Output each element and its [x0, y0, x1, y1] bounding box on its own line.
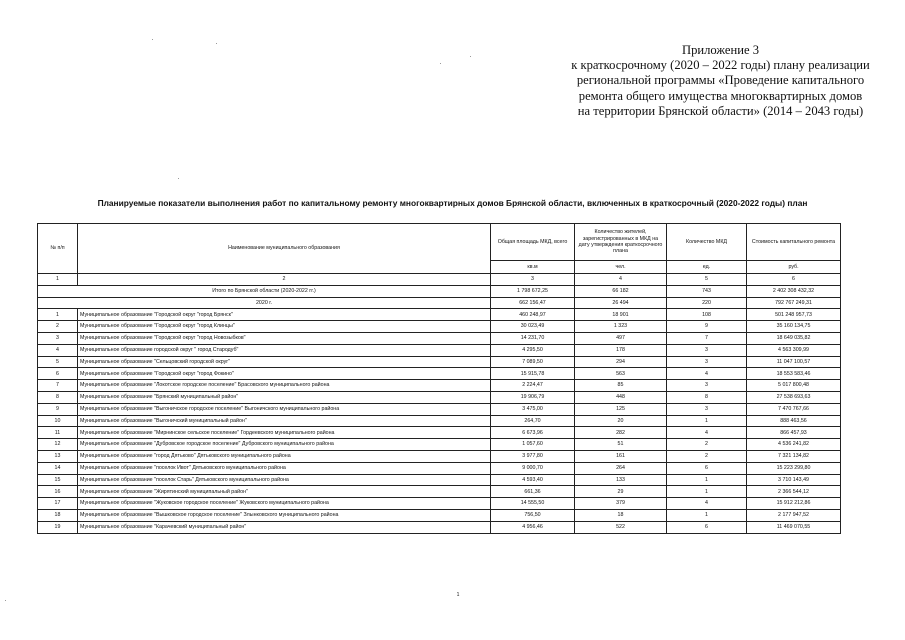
- count-cell: 1: [667, 415, 747, 427]
- unit-count: ед.: [667, 261, 747, 274]
- cost-cell: 3 710 143,49: [747, 474, 841, 486]
- row-number: 11: [38, 427, 78, 439]
- total-residents: 66 182: [575, 285, 667, 297]
- municipality-name: Муниципальное образование "Брянский муниципальный район": [78, 391, 491, 403]
- cost-cell: 15 223 299,80: [747, 462, 841, 474]
- count-cell: 1: [667, 474, 747, 486]
- row-number: 12: [38, 439, 78, 451]
- scan-speck: [5, 600, 6, 601]
- area-cell: 3 475,00: [491, 403, 575, 415]
- year-row: [38, 297, 841, 309]
- municipality-name: Муниципальное образование "Сельцовский городской округ": [78, 356, 491, 368]
- column-number: 3: [491, 274, 575, 286]
- count-cell: 6: [667, 521, 747, 533]
- municipality-name: Муниципальное образование "Карачевский муниципальный район": [78, 521, 491, 533]
- header-row: [38, 224, 841, 261]
- header-cost: Стоимость капитального ремонта: [747, 224, 841, 261]
- area-cell: 19 906,79: [491, 391, 575, 403]
- table-row: [38, 403, 841, 415]
- area-cell: 30 023,49: [491, 321, 575, 333]
- count-cell: 4: [667, 498, 747, 510]
- residents-cell: 522: [575, 521, 667, 533]
- area-cell: 6 673,96: [491, 427, 575, 439]
- row-number: 3: [38, 332, 78, 344]
- area-cell: 15 915,78: [491, 368, 575, 380]
- cost-cell: 866 457,93: [747, 427, 841, 439]
- count-cell: 6: [667, 462, 747, 474]
- table-row: [38, 509, 841, 521]
- municipality-name: Муниципальное образование "Выгоничское городское поселение" Выгоничского муниципального района: [78, 403, 491, 415]
- municipality-name: Муниципальное образование "Дубровское городское поселение" Дубровского муниципального района: [78, 439, 491, 451]
- table-row: [38, 427, 841, 439]
- cost-cell: 501 248 957,73: [747, 309, 841, 321]
- appendix-line: ремонта общего имущества многоквартирных домов: [578, 88, 863, 103]
- cost-cell: 18 553 583,46: [747, 368, 841, 380]
- count-cell: 4: [667, 427, 747, 439]
- total-area: 1 798 672,25: [491, 285, 575, 297]
- count-cell: 4: [667, 368, 747, 380]
- cost-cell: 7 470 767,66: [747, 403, 841, 415]
- area-cell: 4 593,40: [491, 474, 575, 486]
- count-cell: 2: [667, 450, 747, 462]
- table-row: [38, 321, 841, 333]
- municipality-name: Муниципальное образование "поселок Ивот" Дятьковского муниципального района: [78, 462, 491, 474]
- cost-cell: 11 047 100,57: [747, 356, 841, 368]
- row-number: 8: [38, 391, 78, 403]
- header-municipality: Наименование муниципального образования: [78, 224, 491, 274]
- area-cell: 4 295,50: [491, 344, 575, 356]
- unit-area: кв.м: [491, 261, 575, 274]
- area-cell: 264,70: [491, 415, 575, 427]
- scan-speck: [440, 63, 441, 64]
- table-row: [38, 521, 841, 533]
- year-residents: 26 494: [575, 297, 667, 309]
- municipality-name: Муниципальное образование "Городской округ "город Новозыбков": [78, 332, 491, 344]
- row-number: 15: [38, 474, 78, 486]
- municipality-name: Муниципальное образование "Городской округ "город Фокино": [78, 368, 491, 380]
- cost-cell: 11 469 070,55: [747, 521, 841, 533]
- residents-cell: 51: [575, 439, 667, 451]
- total-row: [38, 285, 841, 297]
- count-cell: 7: [667, 332, 747, 344]
- column-number: 5: [667, 274, 747, 286]
- scan-speck: [470, 56, 471, 57]
- residents-cell: 133: [575, 474, 667, 486]
- appendix-line: Приложение 3: [681, 43, 760, 57]
- residents-cell: 125: [575, 403, 667, 415]
- count-cell: 3: [667, 356, 747, 368]
- municipality-name: Муниципальное образование "поселок Старь" Дятьковского муниципального района: [78, 474, 491, 486]
- cost-cell: 15 912 212,86: [747, 498, 841, 510]
- document-title: Планируемые показатели выполнения работ по капитальному ремонту многоквартирных домов Брянской области, включенных в краткосрочный (2020-2022 годы) план: [97, 198, 808, 208]
- area-cell: 460 248,97: [491, 309, 575, 321]
- residents-cell: 85: [575, 380, 667, 392]
- row-number: 4: [38, 344, 78, 356]
- count-cell: 1: [667, 509, 747, 521]
- residents-cell: 448: [575, 391, 667, 403]
- row-number: 1: [38, 309, 78, 321]
- table-row: [38, 344, 841, 356]
- appendix-line: на территории Брянской области» (2014 – 2043 годы): [577, 103, 864, 118]
- year-area: 662 156,47: [491, 297, 575, 309]
- area-cell: 661,36: [491, 486, 575, 498]
- municipality-name: Муниципальное образование городской округ " город Стародуб": [78, 344, 491, 356]
- page-number: 1: [456, 592, 460, 598]
- cost-cell: 4 563 309,99: [747, 344, 841, 356]
- header-residents: Количество жителей, зарегистрированных в МКД на дату утверждения краткосрочного плана: [575, 224, 667, 261]
- year-count: 220: [667, 297, 747, 309]
- row-number: 6: [38, 368, 78, 380]
- residents-cell: 161: [575, 450, 667, 462]
- indicators-table: [37, 223, 841, 534]
- row-number: 5: [38, 356, 78, 368]
- municipality-name: Муниципальное образование "Городской округ "город Брянск": [78, 309, 491, 321]
- residents-cell: 282: [575, 427, 667, 439]
- row-number: 19: [38, 521, 78, 533]
- total-count: 743: [667, 285, 747, 297]
- residents-cell: 178: [575, 344, 667, 356]
- column-number-row: [38, 274, 841, 286]
- count-cell: 3: [667, 403, 747, 415]
- municipality-name: Муниципальное образование "Локотское городское поселение" Брасовского муниципального района: [78, 380, 491, 392]
- row-number: 13: [38, 450, 78, 462]
- cost-cell: 35 160 134,75: [747, 321, 841, 333]
- table-row: [38, 450, 841, 462]
- residents-cell: 264: [575, 462, 667, 474]
- area-cell: 7 089,50: [491, 356, 575, 368]
- count-cell: 2: [667, 439, 747, 451]
- municipality-name: Муниципальное образование "Мирнинское сельское поселение" Гордеевского муниципального района: [78, 427, 491, 439]
- residents-cell: 497: [575, 332, 667, 344]
- total-label: Итого по Брянской области (2020-2022 гг.): [38, 285, 491, 297]
- row-number: 7: [38, 380, 78, 392]
- area-cell: 9 000,70: [491, 462, 575, 474]
- residents-cell: 379: [575, 498, 667, 510]
- cost-cell: 27 538 693,63: [747, 391, 841, 403]
- municipality-name: Муниципальное образование "город Дятьково" Дятьковского муниципального района: [78, 450, 491, 462]
- header-number: № п/п: [38, 224, 78, 274]
- area-cell: 2 224,47: [491, 380, 575, 392]
- municipality-name: Муниципальное образование "Вышковское городское поселение" Злынковского муниципального района: [78, 509, 491, 521]
- row-number: 18: [38, 509, 78, 521]
- appendix-line: региональной программы «Проведение капитального: [576, 73, 865, 88]
- table-row: [38, 498, 841, 510]
- cost-cell: 18 649 035,82: [747, 332, 841, 344]
- table-row: [38, 474, 841, 486]
- header-count: Количество МКД: [667, 224, 747, 261]
- column-number: 1: [38, 274, 78, 286]
- table-row: [38, 356, 841, 368]
- unit-cost: руб.: [747, 261, 841, 274]
- scan-speck: [216, 43, 217, 44]
- row-number: 17: [38, 498, 78, 510]
- row-number: 14: [38, 462, 78, 474]
- residents-cell: 18: [575, 509, 667, 521]
- total-cost: 2 402 308 432,32: [747, 285, 841, 297]
- area-cell: 4 956,46: [491, 521, 575, 533]
- table-row: [38, 486, 841, 498]
- column-number: 2: [78, 274, 491, 286]
- column-number: 4: [575, 274, 667, 286]
- residents-cell: 18 901: [575, 309, 667, 321]
- area-cell: 756,50: [491, 509, 575, 521]
- area-cell: 3 977,80: [491, 450, 575, 462]
- header-area: Общая площадь МКД, всего: [491, 224, 575, 261]
- row-number: 9: [38, 403, 78, 415]
- cost-cell: 7 321 134,82: [747, 450, 841, 462]
- count-cell: 3: [667, 344, 747, 356]
- count-cell: 9: [667, 321, 747, 333]
- row-number: 10: [38, 415, 78, 427]
- table-row: [38, 368, 841, 380]
- cost-cell: 4 536 241,82: [747, 439, 841, 451]
- count-cell: 108: [667, 309, 747, 321]
- cost-cell: 5 017 800,48: [747, 380, 841, 392]
- table-row: [38, 391, 841, 403]
- unit-residents: чел.: [575, 261, 667, 274]
- row-number: 16: [38, 486, 78, 498]
- table-row: [38, 439, 841, 451]
- table-row: [38, 462, 841, 474]
- year-cost: 792 767 249,31: [747, 297, 841, 309]
- residents-cell: 294: [575, 356, 667, 368]
- municipality-name: Муниципальное образование "Выгоничский муниципальный район": [78, 415, 491, 427]
- residents-cell: 1 323: [575, 321, 667, 333]
- residents-cell: 563: [575, 368, 667, 380]
- table-row: [38, 415, 841, 427]
- cost-cell: 888 463,56: [747, 415, 841, 427]
- count-cell: 3: [667, 380, 747, 392]
- residents-cell: 29: [575, 486, 667, 498]
- residents-cell: 20: [575, 415, 667, 427]
- year-label: 2020 г.: [38, 297, 491, 309]
- appendix-line: к краткосрочному (2020 – 2022 годы) плану реализации: [571, 58, 870, 73]
- row-number: 2: [38, 321, 78, 333]
- area-cell: 14 555,50: [491, 498, 575, 510]
- count-cell: 1: [667, 486, 747, 498]
- municipality-name: Муниципальное образование "Жуковское городское поселение" Жуковского муниципального района: [78, 498, 491, 510]
- scan-speck: [178, 178, 179, 179]
- table-row: [38, 309, 841, 321]
- municipality-name: Муниципальное образование "Городской округ "город Клинцы": [78, 321, 491, 333]
- area-cell: 14 231,70: [491, 332, 575, 344]
- area-cell: 1 057,60: [491, 439, 575, 451]
- count-cell: 8: [667, 391, 747, 403]
- table-row: [38, 332, 841, 344]
- municipality-name: Муниципальное образование "Жирятинский муниципальный район": [78, 486, 491, 498]
- cost-cell: 2 366 544,12: [747, 486, 841, 498]
- cost-cell: 2 177 947,52: [747, 509, 841, 521]
- scan-speck: [152, 39, 153, 40]
- appendix-heading: [548, 43, 893, 119]
- table-row: [38, 380, 841, 392]
- column-number: 6: [747, 274, 841, 286]
